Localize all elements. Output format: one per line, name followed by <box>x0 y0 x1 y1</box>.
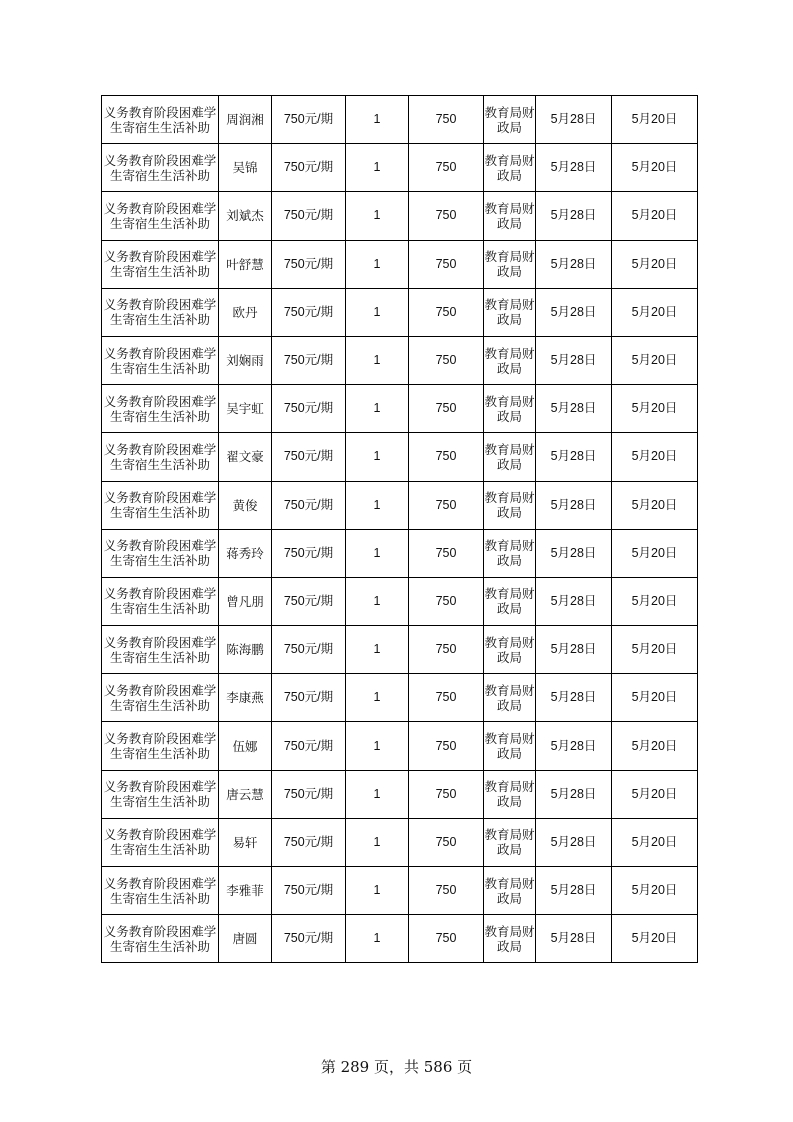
date1-cell: 5月28日 <box>536 96 612 144</box>
department-cell: 教育局财政局 <box>484 626 536 674</box>
count-cell: 1 <box>346 770 409 818</box>
amount-cell: 750 <box>409 336 484 384</box>
name-cell: 翟文豪 <box>219 433 272 481</box>
item-cell: 义务教育阶段困难学生寄宿生生活补助 <box>102 770 219 818</box>
date1-cell: 5月28日 <box>536 722 612 770</box>
date2-cell: 5月20日 <box>612 481 698 529</box>
department-cell: 教育局财政局 <box>484 770 536 818</box>
item-cell: 义务教育阶段困难学生寄宿生生活补助 <box>102 867 219 915</box>
date1-cell: 5月28日 <box>536 529 612 577</box>
date2-cell: 5月20日 <box>612 674 698 722</box>
amount-cell: 750 <box>409 385 484 433</box>
item-cell: 义务教育阶段困难学生寄宿生生活补助 <box>102 674 219 722</box>
table-row <box>102 818 698 866</box>
count-cell: 1 <box>346 96 409 144</box>
amount-cell: 750 <box>409 577 484 625</box>
standard-cell: 750元/期 <box>272 626 346 674</box>
item-cell: 义务教育阶段困难学生寄宿生生活补助 <box>102 336 219 384</box>
item-cell: 义务教育阶段困难学生寄宿生生活补助 <box>102 722 219 770</box>
count-cell: 1 <box>346 577 409 625</box>
table-row <box>102 674 698 722</box>
date1-cell: 5月28日 <box>536 481 612 529</box>
date2-cell: 5月20日 <box>612 867 698 915</box>
name-cell: 叶舒慧 <box>219 240 272 288</box>
count-cell: 1 <box>346 818 409 866</box>
department-cell: 教育局财政局 <box>484 674 536 722</box>
amount-cell: 750 <box>409 915 484 963</box>
table-row <box>102 481 698 529</box>
table-row <box>102 96 698 144</box>
count-cell: 1 <box>346 433 409 481</box>
date2-cell: 5月20日 <box>612 385 698 433</box>
standard-cell: 750元/期 <box>272 433 346 481</box>
table-row <box>102 577 698 625</box>
count-cell: 1 <box>346 385 409 433</box>
count-cell: 1 <box>346 529 409 577</box>
standard-cell: 750元/期 <box>272 577 346 625</box>
count-cell: 1 <box>346 722 409 770</box>
standard-cell: 750元/期 <box>272 144 346 192</box>
date2-cell: 5月20日 <box>612 818 698 866</box>
count-cell: 1 <box>346 481 409 529</box>
table-row <box>102 626 698 674</box>
department-cell: 教育局财政局 <box>484 722 536 770</box>
date2-cell: 5月20日 <box>612 96 698 144</box>
standard-cell: 750元/期 <box>272 674 346 722</box>
date2-cell: 5月20日 <box>612 626 698 674</box>
name-cell: 伍娜 <box>219 722 272 770</box>
item-cell: 义务教育阶段困难学生寄宿生生活补助 <box>102 288 219 336</box>
name-cell: 刘斌杰 <box>219 192 272 240</box>
standard-cell: 750元/期 <box>272 96 346 144</box>
department-cell: 教育局财政局 <box>484 577 536 625</box>
department-cell: 教育局财政局 <box>484 336 536 384</box>
count-cell: 1 <box>346 867 409 915</box>
item-cell: 义务教育阶段困难学生寄宿生生活补助 <box>102 818 219 866</box>
amount-cell: 750 <box>409 674 484 722</box>
table-row <box>102 144 698 192</box>
department-cell: 教育局财政局 <box>484 144 536 192</box>
standard-cell: 750元/期 <box>272 818 346 866</box>
count-cell: 1 <box>346 915 409 963</box>
name-cell: 蒋秀玲 <box>219 529 272 577</box>
table-row <box>102 433 698 481</box>
amount-cell: 750 <box>409 240 484 288</box>
department-cell: 教育局财政局 <box>484 240 536 288</box>
standard-cell: 750元/期 <box>272 336 346 384</box>
table-row <box>102 288 698 336</box>
item-cell: 义务教育阶段困难学生寄宿生生活补助 <box>102 915 219 963</box>
table-row <box>102 529 698 577</box>
standard-cell: 750元/期 <box>272 481 346 529</box>
amount-cell: 750 <box>409 96 484 144</box>
name-cell: 李雅菲 <box>219 867 272 915</box>
count-cell: 1 <box>346 674 409 722</box>
standard-cell: 750元/期 <box>272 770 346 818</box>
date2-cell: 5月20日 <box>612 915 698 963</box>
item-cell: 义务教育阶段困难学生寄宿生生活补助 <box>102 385 219 433</box>
date1-cell: 5月28日 <box>536 385 612 433</box>
date1-cell: 5月28日 <box>536 577 612 625</box>
department-cell: 教育局财政局 <box>484 288 536 336</box>
date1-cell: 5月28日 <box>536 770 612 818</box>
item-cell: 义务教育阶段困难学生寄宿生生活补助 <box>102 240 219 288</box>
amount-cell: 750 <box>409 144 484 192</box>
name-cell: 欧丹 <box>219 288 272 336</box>
date1-cell: 5月28日 <box>536 288 612 336</box>
standard-cell: 750元/期 <box>272 240 346 288</box>
date2-cell: 5月20日 <box>612 722 698 770</box>
count-cell: 1 <box>346 288 409 336</box>
amount-cell: 750 <box>409 529 484 577</box>
table-row <box>102 336 698 384</box>
date2-cell: 5月20日 <box>612 192 698 240</box>
department-cell: 教育局财政局 <box>484 481 536 529</box>
date2-cell: 5月20日 <box>612 433 698 481</box>
table-row <box>102 240 698 288</box>
name-cell: 曾凡朋 <box>219 577 272 625</box>
item-cell: 义务教育阶段困难学生寄宿生生活补助 <box>102 529 219 577</box>
amount-cell: 750 <box>409 288 484 336</box>
name-cell: 唐云慧 <box>219 770 272 818</box>
page-footer: 第 289 页，共 586 页 <box>320 1058 473 1076</box>
department-cell: 教育局财政局 <box>484 96 536 144</box>
name-cell: 陈海鹏 <box>219 626 272 674</box>
department-cell: 教育局财政局 <box>484 529 536 577</box>
standard-cell: 750元/期 <box>272 915 346 963</box>
item-cell: 义务教育阶段困难学生寄宿生生活补助 <box>102 481 219 529</box>
count-cell: 1 <box>346 240 409 288</box>
item-cell: 义务教育阶段困难学生寄宿生生活补助 <box>102 96 219 144</box>
department-cell: 教育局财政局 <box>484 385 536 433</box>
standard-cell: 750元/期 <box>272 722 346 770</box>
table-body <box>102 96 698 963</box>
department-cell: 教育局财政局 <box>484 915 536 963</box>
name-cell: 刘娴雨 <box>219 336 272 384</box>
count-cell: 1 <box>346 144 409 192</box>
amount-cell: 750 <box>409 818 484 866</box>
date1-cell: 5月28日 <box>536 818 612 866</box>
date1-cell: 5月28日 <box>536 626 612 674</box>
department-cell: 教育局财政局 <box>484 818 536 866</box>
date1-cell: 5月28日 <box>536 336 612 384</box>
department-cell: 教育局财政局 <box>484 192 536 240</box>
date2-cell: 5月20日 <box>612 144 698 192</box>
item-cell: 义务教育阶段困难学生寄宿生生活补助 <box>102 144 219 192</box>
count-cell: 1 <box>346 336 409 384</box>
amount-cell: 750 <box>409 192 484 240</box>
department-cell: 教育局财政局 <box>484 433 536 481</box>
amount-cell: 750 <box>409 481 484 529</box>
date1-cell: 5月28日 <box>536 433 612 481</box>
table-row <box>102 867 698 915</box>
date1-cell: 5月28日 <box>536 915 612 963</box>
table-row <box>102 192 698 240</box>
name-cell: 吴锦 <box>219 144 272 192</box>
table-row <box>102 770 698 818</box>
date2-cell: 5月20日 <box>612 240 698 288</box>
item-cell: 义务教育阶段困难学生寄宿生生活补助 <box>102 433 219 481</box>
standard-cell: 750元/期 <box>272 385 346 433</box>
table-row <box>102 385 698 433</box>
name-cell: 唐圆 <box>219 915 272 963</box>
date2-cell: 5月20日 <box>612 577 698 625</box>
item-cell: 义务教育阶段困难学生寄宿生生活补助 <box>102 192 219 240</box>
date2-cell: 5月20日 <box>612 770 698 818</box>
item-cell: 义务教育阶段困难学生寄宿生生活补助 <box>102 626 219 674</box>
count-cell: 1 <box>346 192 409 240</box>
date2-cell: 5月20日 <box>612 529 698 577</box>
date1-cell: 5月28日 <box>536 192 612 240</box>
department-cell: 教育局财政局 <box>484 867 536 915</box>
amount-cell: 750 <box>409 626 484 674</box>
name-cell: 易轩 <box>219 818 272 866</box>
standard-cell: 750元/期 <box>272 529 346 577</box>
amount-cell: 750 <box>409 433 484 481</box>
standard-cell: 750元/期 <box>272 867 346 915</box>
date2-cell: 5月20日 <box>612 288 698 336</box>
standard-cell: 750元/期 <box>272 288 346 336</box>
date1-cell: 5月28日 <box>536 867 612 915</box>
name-cell: 周润湘 <box>219 96 272 144</box>
date1-cell: 5月28日 <box>536 240 612 288</box>
table-row <box>102 722 698 770</box>
amount-cell: 750 <box>409 867 484 915</box>
amount-cell: 750 <box>409 722 484 770</box>
name-cell: 李康燕 <box>219 674 272 722</box>
item-cell: 义务教育阶段困难学生寄宿生生活补助 <box>102 577 219 625</box>
count-cell: 1 <box>346 626 409 674</box>
date2-cell: 5月20日 <box>612 336 698 384</box>
date1-cell: 5月28日 <box>536 674 612 722</box>
date1-cell: 5月28日 <box>536 144 612 192</box>
subsidy-table <box>101 95 698 963</box>
name-cell: 黄俊 <box>219 481 272 529</box>
table-row <box>102 915 698 963</box>
name-cell: 吴宇虹 <box>219 385 272 433</box>
standard-cell: 750元/期 <box>272 192 346 240</box>
amount-cell: 750 <box>409 770 484 818</box>
